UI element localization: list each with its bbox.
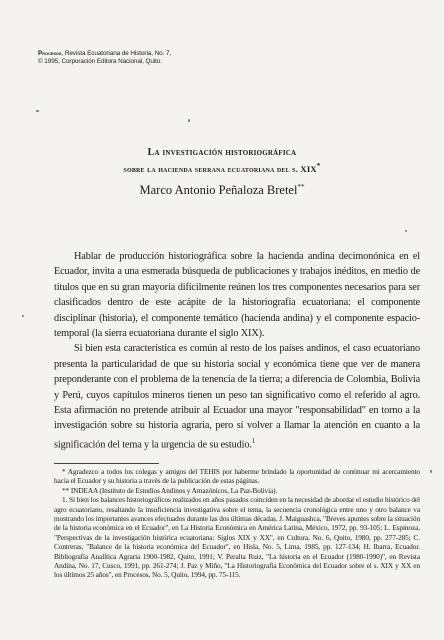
journal-name: Procesos: [38, 50, 62, 57]
footnote-affiliation: ** INDEAA (Instituto de Estudios Andinos y Amazónicos, La Paz-Bolivia).: [62, 485, 278, 495]
publication-header: [38, 50, 171, 66]
title-line-1: La investigación historiográfica: [147, 147, 297, 158]
copyright-line: © 1995, Corporación Editora Nacional, Quito.: [38, 58, 162, 65]
scan-speck: [430, 470, 432, 473]
body-paragraph-2: [54, 341, 420, 452]
footnote-1: 1. Si bien los balances historiográficos realizados en años pasados coinciden en la necesidad de abordar el estudio histórico del agro ecuatoriano, resaltando la insuficiencia investigativa sobre el tema, la secuencia cronológica entre uno y otro balance va mostrando los importantes avances efectuados durante las dos últimas décadas. J. Maiguashca, "Breves apuntes sobre la situación de la historia económica en el Ecuador", en La Historia Económica en América Latina, México, 1972, pp. 93-105; L. Espinoza, "Perspectivas de la investigación histórica ecuatoriana: Siglos XIX y XX", en Cultura, No. 6, Quito, 1980, pp. 277-285; C. Contreras, "Balance de la historia económica del Ecuador", en Hisla, No. 5, Lima, 1985, pp. 127-134; H. Ibarra, Ecuador. Bibliografía Analítica Agraria 1900-1982, Quito, 1991; V. Peralta Ruiz, "La historia en el Ecuador (1980-1990)", en Revista Andina, No. 17, Cusco, 1991, pp. 261-274; J. Paz y Miño, "La Historiografía Económica del Ecuador sobre el s. XIX y XX en los últimos 25 años", en Procesos, No. 5, Quito, 1994, pp. 75-115.: [54, 495, 420, 580]
scan-speck: [188, 119, 190, 122]
footnote-divider: [54, 463, 159, 464]
title-line-2: [0, 160, 444, 175]
article-title: [0, 146, 444, 175]
footnote-acknowledgment: * Agradezco a todos los colegas y amigos del TEHIS por haberme brindado la oportunidad de continuar mi acercamiento hacia el Ecuador y su historia a través de la publicación de estas páginas.: [54, 467, 420, 486]
scan-speck: [36, 110, 39, 112]
author-footnote-marker: **: [297, 183, 305, 191]
journal-issue: , Revista Ecuatoriana de Historia, No. 7,: [61, 50, 172, 57]
title-footnote-marker: *: [316, 162, 321, 170]
article-body: [54, 249, 420, 453]
body-paragraph-2-text: Si bien esta característica es común al resto de los países andinos, el caso ecuatoriano presenta la particularidad de que su historia social y económica tiene que ver de manera preponderante con el problema de la tenencia de la tierra; a diferencia de Colombia, Bolivia y Perú, cuyos capítulos mineros tienen un peso tan significativo como el referido al agro. Esta afirmación no pretende atribuir al Ecuador una mayor "responsabilidad" en torno a la investigación sobre su historia agraria, pero sí volver a llamar la atención en cuanto a la significación del tema y la urgencia de su estudio.: [54, 343, 420, 451]
author-line: [0, 183, 444, 198]
title-line-2-text: sobre la hacienda serrana ecuatoriana del s. XIX: [123, 163, 317, 174]
scan-speck: [405, 230, 407, 232]
scan-speck: [22, 315, 24, 317]
footnotes: [54, 467, 420, 580]
journal-citation: [38, 50, 171, 58]
body-paragraph-1: Hablar de producción historiográfica sobre la hacienda andina decimonónica en el Ecuador, invita a una esmerada búsqueda de publicaciones y trabajos inéditos, en medio de títulos que en su gran mayoría difícilmente reúnen los tres componentes necesarios para ser clasificados dentro de este acápite de la historiografía ecuatoriana: el componente disciplinar (historia), el componente temático (hacienda andina) y el componente espacio-temporal (la sierra ecuatoriana durante el siglo XIX).: [54, 251, 420, 340]
footnote-reference-1: 1: [251, 436, 256, 445]
author-name: Marco Antonio Peñaloza Bretel: [139, 183, 298, 198]
